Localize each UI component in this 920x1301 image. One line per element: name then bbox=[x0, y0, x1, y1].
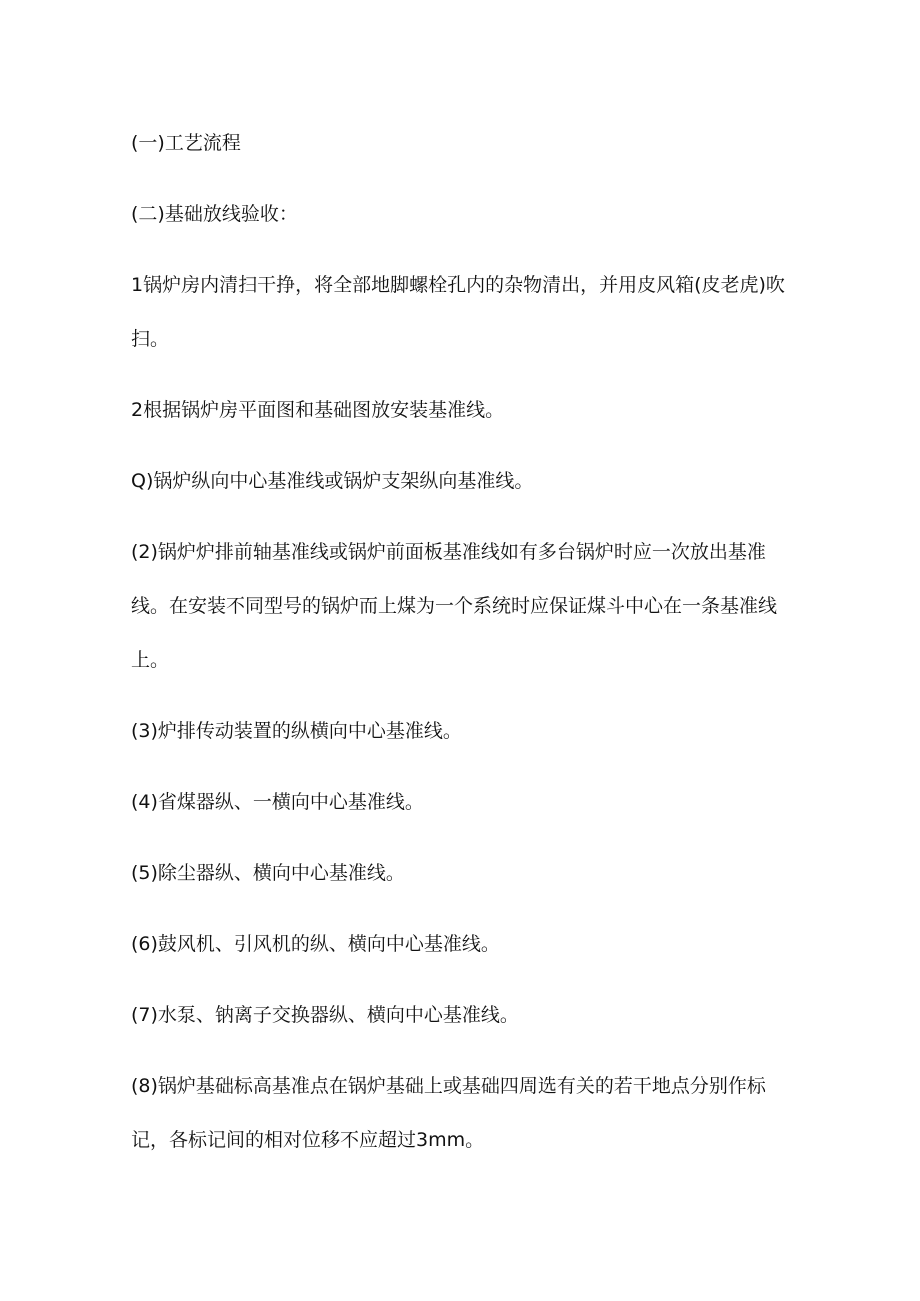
list-item-economizer: (4)省煤器纵、一横向中心基准线。 bbox=[131, 791, 424, 813]
section-heading-process-flow: (一)工艺流程 bbox=[131, 132, 241, 154]
section-heading-foundation-layout: (二)基础放线验收： bbox=[131, 203, 298, 225]
list-item-pump-exchanger: (7)水泵、钠离子交换器纵、横向中心基准线。 bbox=[131, 1004, 519, 1026]
document-body bbox=[131, 116, 801, 1184]
paragraph-item-1: 1锅炉房内清扫干挣，将全部地脚螺栓孔内的杂物清出，并用皮风箱(皮老虎)吹扫。 bbox=[131, 274, 785, 350]
list-item-dust-collector: (5)除尘器纵、横向中心基准线。 bbox=[131, 862, 405, 884]
list-item-fans: (6)鼓风机、引风机的纵、横向中心基准线。 bbox=[131, 933, 500, 955]
list-item-grate-drive: (3)炉排传动装置的纵横向中心基准线。 bbox=[131, 720, 462, 742]
list-item-boiler-longitudinal: Q)锅炉纵向中心基准线或锅炉支架纵向基准线。 bbox=[131, 470, 534, 492]
list-item-elevation-benchmark: (8)锅炉基础标高基准点在锅炉基础上或基础四周选有关的若干地点分别作标记，各标记间的相对位移不应超过3mm。 bbox=[131, 1075, 766, 1151]
list-item-grate-front-axis: (2)锅炉炉排前轴基准线或锅炉前面板基准线如有多台锅炉时应一次放出基准线。在安装不同型号的锅炉而上煤为一个系统时应保证煤斗中心在一条基准线上。 bbox=[131, 541, 778, 671]
paragraph-item-2: 2根据锅炉房平面图和基础图放安装基准线。 bbox=[131, 399, 505, 421]
